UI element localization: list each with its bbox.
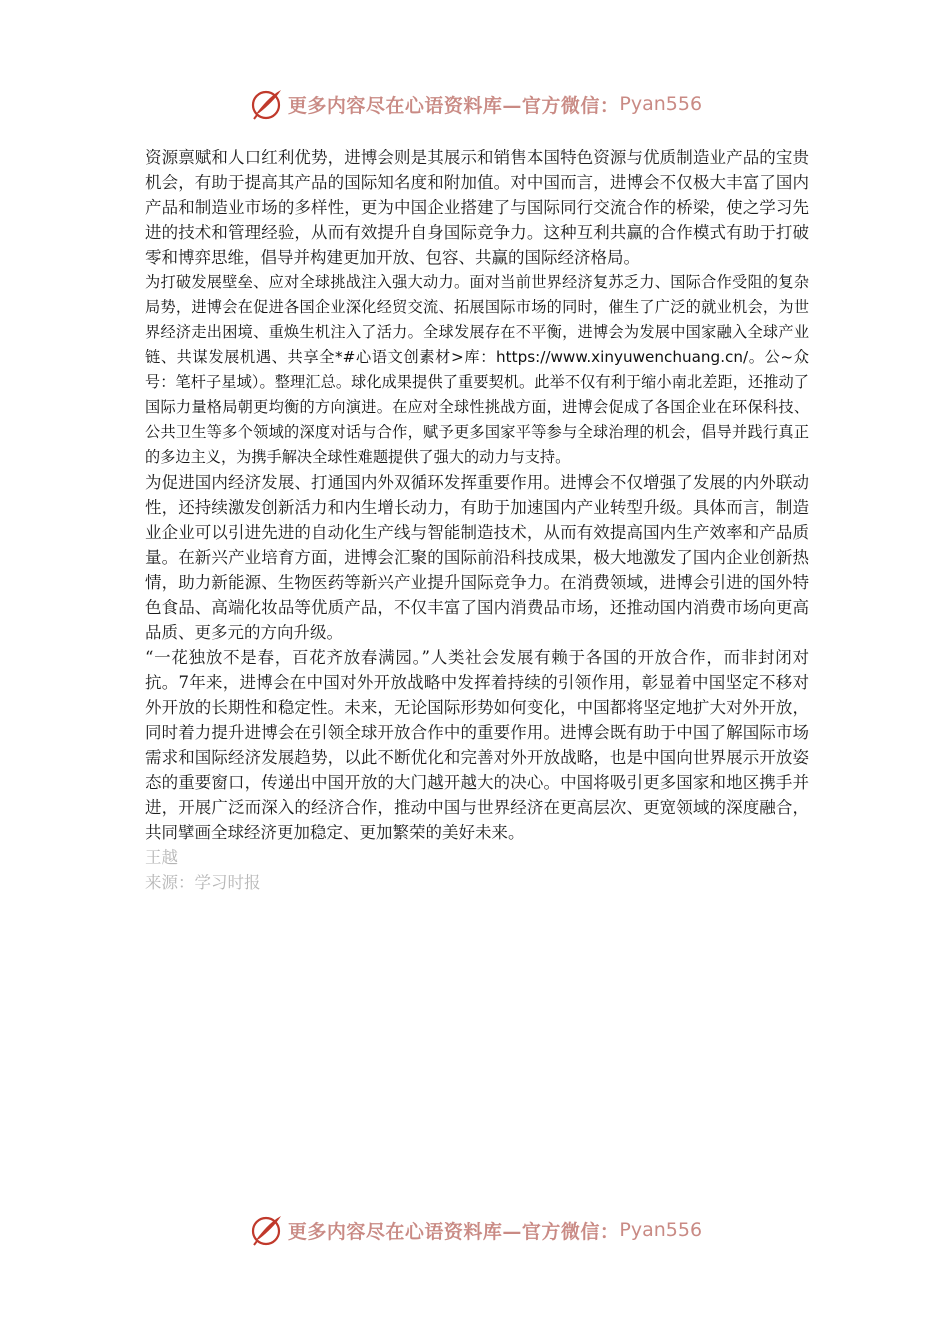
header-banner (0, 82, 950, 126)
article-author: 王越 (145, 848, 178, 867)
article-paragraph: “一花独放不是春，百花齐放春满园。”人类社会发展有赖于各国的开放合作，而非封闭对抗。7年来，进博会在中国对外开放战略中发挥着持续的引领作用，彰显着中国坚定不移对外开放的长期性和稳定性。未来，无论国际形势如何变化，中国都将坚定地扩大对外开放，同时着力提升进博会在引领全球开放合作中的重要作用。进博会既有助于中国了解国际市场需求和国际经济发展趋势，以此不断优化和完善对外开放战略，也是中国向世界展示开放姿态的重要窗口，传递出中国开放的大门越开越大的决心。中国将吸引更多国家和地区携手并进，开展广泛而深入的经济合作，推动中国与世界经济在更高层次、更宽领域的深度融合，共同擘画全球经济更加稳定、更加繁荣的美好未来。 (145, 648, 809, 842)
footer-banner (0, 1208, 950, 1252)
header-banner-text: 更多内容尽在心语资料库—官方微信： (287, 94, 620, 117)
article-source: 来源：学习时报 (145, 873, 261, 892)
article-paragraph: 为打破发展壁垒、应对全球挑战注入强大动力。面对当前世界经济复苏乏力、国际合作受阻的复杂局势，进博会在促进各国企业深化经贸交流、拓展国际市场的同时，催生了广泛的就业机会，为世界经济走出困境、重焕生机注入了活力。全球发展存在不平衡，进博会为发展中国家融入全球产业链、共谋发展机遇、共享全*#心语文创素材>库：https://www.xinyuwenchuang.cn/。公~众号：笔杆子星域）。整理汇总。球化成果提供了重要契机。此举不仅有利于缩小南北差距，还推动了国际力量格局朝更均衡的方向演进。在应对全球性挑战方面，进博会促成了各国企业在环保科技、公共卫生等多个领域的深度对话与合作，赋予更多国家平等参与全球治理的机会，倡导并践行真正的多边主义，为携手解决全球性难题提供了强大的动力与支持。 (145, 273, 809, 466)
header-banner-handle: Pyan556 (619, 93, 703, 115)
quill-pen-logo-icon (248, 1212, 284, 1248)
article-paragraph: 为促进国内经济发展、打通国内外双循环发挥重要作用。进博会不仅增强了发展的内外联动性，还持续激发创新活力和内生增长动力，有助于加速国内产业转型升级。具体而言，制造业企业可以引进先进的自动化生产线与智能制造技术，从而有效提高国内生产效率和产品质量。在新兴产业培育方面，进博会汇聚的国际前沿科技成果，极大地激发了国内企业创新热情，助力新能源、生物医药等新兴产业提升国际竞争力。在消费领域，进博会引进的国外特色食品、高端化妆品等优质产品，不仅丰富了国内消费品市场，还推动国内消费市场向更高品质、更多元的方向升级。 (145, 473, 809, 642)
article-body (145, 145, 809, 895)
article-paragraph: 资源禀赋和人口红利优势，进博会则是其展示和销售本国特色资源与优质制造业产品的宝贵机会，有助于提高其产品的国际知名度和附加值。对中国而言，进博会不仅极大丰富了国内产品和制造业市场的多样性，更为中国企业搭建了与国际同行交流合作的桥梁，使之学习先进的技术和管理经验，从而有效提升自身国际竞争力。这种互利共赢的合作模式有助于打破零和博弈思维，倡导并构建更加开放、包容、共赢的国际经济格局。 (145, 148, 809, 267)
footer-banner-text: 更多内容尽在心语资料库—官方微信： (287, 1220, 620, 1243)
footer-banner-handle: Pyan556 (619, 1219, 703, 1241)
quill-pen-logo-icon (248, 86, 284, 122)
